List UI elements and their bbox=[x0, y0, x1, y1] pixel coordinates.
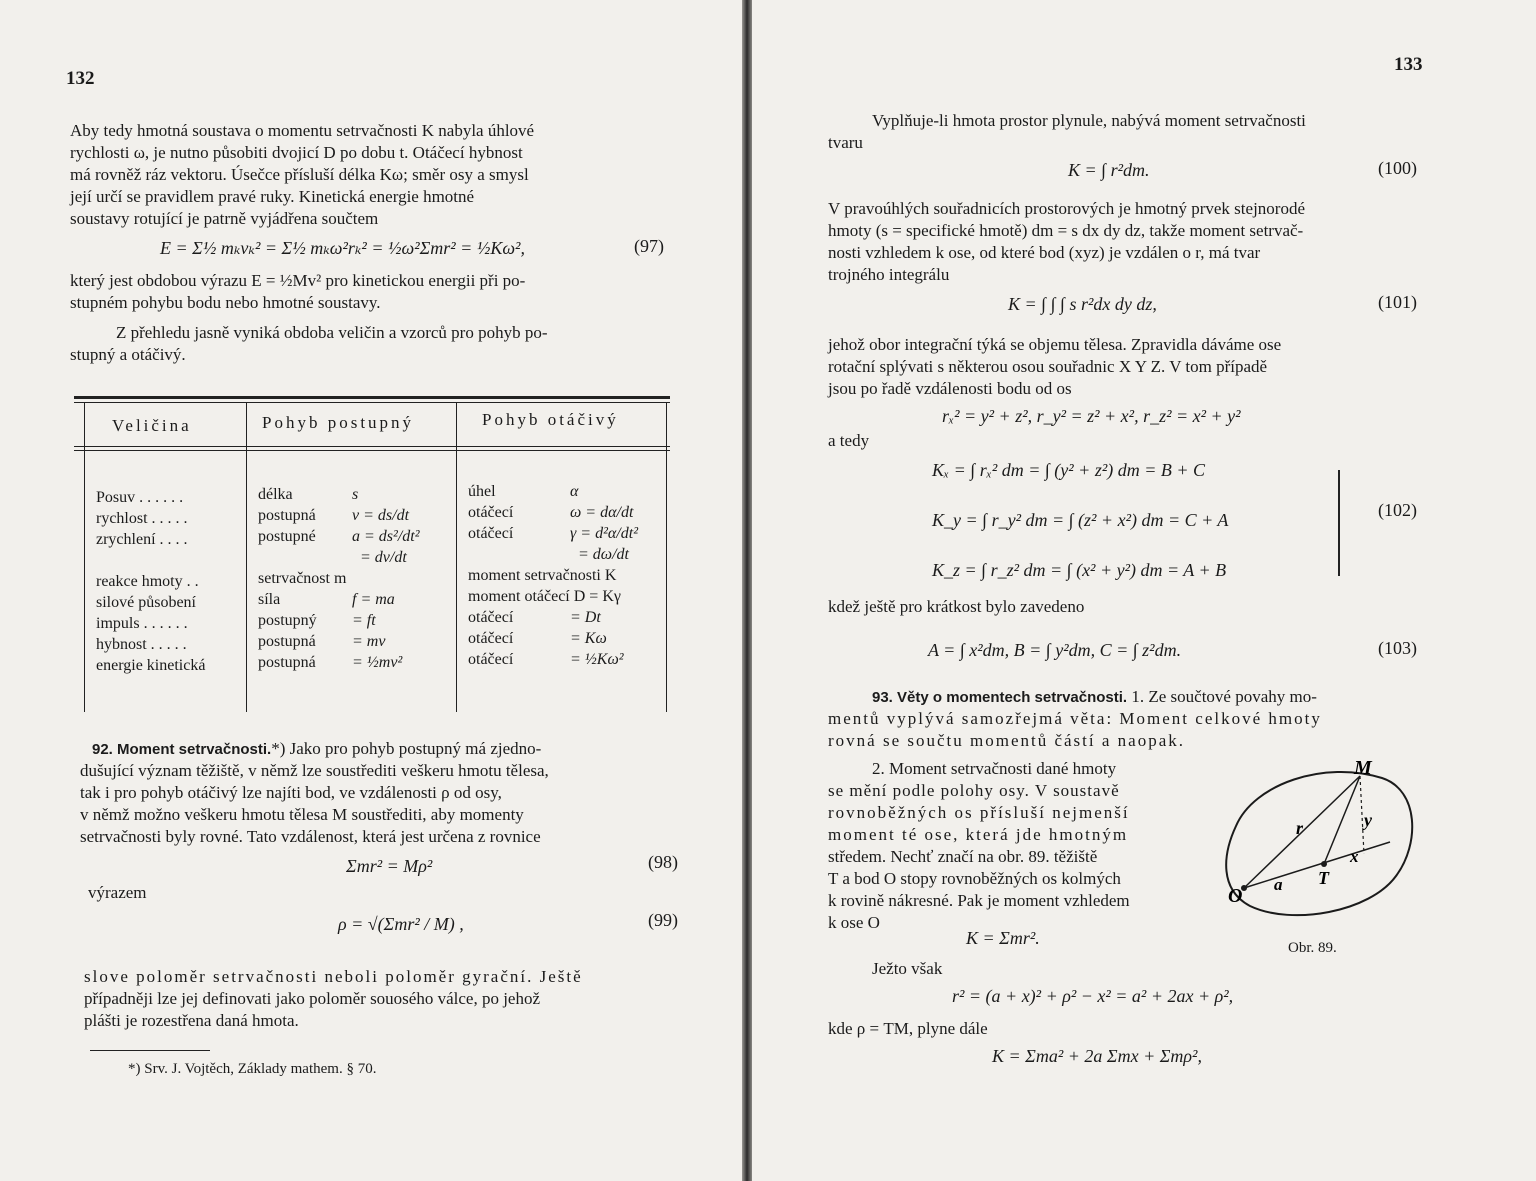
figure-label: M bbox=[1354, 757, 1372, 779]
equation-98-number: (98) bbox=[648, 852, 678, 872]
equation-distances: rₓ² = y² + z², r_y² = z² + x², r_z² = x² + y² bbox=[942, 406, 1241, 426]
brace bbox=[1338, 470, 1340, 576]
text-line: rovnoběžných os přísluší nejmenší bbox=[828, 803, 1130, 822]
page-number-right: 133 bbox=[1394, 54, 1423, 75]
equation-100-number: (100) bbox=[1378, 158, 1417, 178]
text-line: tvaru bbox=[828, 133, 863, 152]
text-line: slove poloměr setrvačnosti neboli poloměr gyrační. Ještě bbox=[84, 967, 583, 986]
figure-caption: Obr. 89. bbox=[1288, 940, 1337, 956]
figure-label: x bbox=[1350, 847, 1359, 866]
text-line: kde ρ = TM, plyne dále bbox=[828, 1019, 988, 1038]
text-line: tak i pro pohyb otáčivý lze najíti bod, ve vzdálenosti ρ od osy, bbox=[80, 783, 502, 802]
text-line: k rovině nákresné. Pak je moment vzhledem bbox=[828, 891, 1130, 910]
right-page bbox=[752, 0, 1536, 1181]
figure-label: r bbox=[1296, 818, 1304, 838]
equation-102-number: (102) bbox=[1378, 500, 1417, 520]
section-92-text: *) Jako pro pohyb postupný má zjedno- bbox=[271, 739, 542, 758]
text-line: Vyplňuje-li hmota prostor plynule, nabývá moment setrvačnosti bbox=[872, 111, 1306, 130]
left-page bbox=[0, 0, 742, 1181]
equation-K: K = Σmr². bbox=[966, 928, 1040, 948]
text-line: jsou po řadě vzdálenosti bodu od os bbox=[828, 379, 1072, 398]
text-line: dušující význam těžiště, v němž lze soustřediti veškeru hmotu tělesa, bbox=[80, 761, 549, 780]
text-line: nosti vzhledem k ose, od které bod (xyz) je vzdálen o r, má tvar bbox=[828, 243, 1261, 262]
text-line: mentů vyplývá samozřejmá věta: Moment celkové hmoty bbox=[828, 709, 1322, 728]
intro-line: Aby tedy hmotná soustava o momentu setrvačnosti K nabyla úhlové bbox=[70, 121, 535, 140]
figure-label: O bbox=[1228, 885, 1243, 907]
text-line: Z přehledu jasně vyniká obdoba veličin a vzorců pro pohyb po- bbox=[116, 323, 548, 342]
figure-label: y bbox=[1364, 810, 1372, 830]
text-line: případněji lze jej definovati jako poloměr souosého válce, po jehož bbox=[84, 989, 541, 1008]
intro-line: rychlosti ω, je nutno působiti dvojicí D po dobu t. Otáčecí hybnost bbox=[70, 143, 523, 162]
equation-102-b: K_y = ∫ r_y² dm = ∫ (z² + x²) dm = C + A bbox=[932, 510, 1229, 530]
equation-102-c: K_z = ∫ r_z² dm = ∫ (x² + y²) dm = A + B bbox=[932, 560, 1227, 580]
text-line: hmoty (s = specifické hmotě) dm = s dx dy dz, takže moment setrvač- bbox=[828, 221, 1304, 240]
point-T bbox=[1321, 861, 1327, 867]
table-column-rotation-name: úhel otáčecí otáčecí moment setrvačnosti K moment otáčecí D = Kγ otáčecí otáčecí otáčecí bbox=[468, 483, 621, 668]
axis-line bbox=[1244, 842, 1390, 888]
text-line: kdež ještě pro krátkost bylo zavedeno bbox=[828, 597, 1085, 616]
section-92-heading bbox=[92, 738, 541, 761]
equation-98: Σmr² = Mρ² bbox=[346, 856, 433, 876]
text-line: stupný a otáčivý. bbox=[70, 345, 186, 364]
text-line: setrvačnosti byly rovné. Tato vzdálenost, která jest určena z rovnice bbox=[80, 827, 541, 846]
figure-label: T bbox=[1318, 868, 1329, 888]
intro-line: její určí se pravidlem pravé ruky. Kinetická energie hmotné bbox=[70, 187, 475, 206]
text-line: plášti je rozestřena daná hmota. bbox=[84, 1011, 299, 1030]
figure-label: a bbox=[1274, 875, 1283, 894]
table-header: Pohyb otáčivý bbox=[482, 410, 619, 429]
text-line: který jest obdobou výrazu E = ½Mv² pro kinetickou energii při po- bbox=[70, 271, 526, 290]
text-line: v němž možno veškeru hmotu tělesa M soustřediti, aby momenty bbox=[80, 805, 524, 824]
book-gutter bbox=[742, 0, 752, 1181]
table-header: Pohyb postupný bbox=[262, 413, 415, 432]
equation-102-a: Kₓ = ∫ rₓ² dm = ∫ (y² + z²) dm = B + C bbox=[932, 460, 1206, 480]
text-line: rotační splývati s některou osou souřadnic X Y Z. V tom případě bbox=[828, 357, 1268, 376]
intro-line: soustavy rotující je patrně vyjádřena součtem bbox=[70, 209, 379, 228]
text-line: a tedy bbox=[828, 431, 870, 450]
intro-line: má rovněž ráz vektoru. Úsečce přísluší délka Kω; směr osy a smysl bbox=[70, 165, 529, 184]
text-line: se mění podle polohy osy. V soustavě bbox=[828, 781, 1120, 800]
text-line: trojného integrálu bbox=[828, 265, 950, 284]
text-line: V pravoúhlých souřadnicích prostorových je hmotný prvek stejnorodé bbox=[828, 199, 1305, 218]
text-line: středem. Nechť značí na obr. 89. těžiště bbox=[828, 847, 1098, 866]
equation-99-number: (99) bbox=[648, 910, 678, 930]
equation-97: E = Σ½ mₖvₖ² = Σ½ mₖω²rₖ² = ½ω²Σmr² = ½Kω², bbox=[160, 238, 525, 258]
text-line: Ježto však bbox=[872, 959, 943, 978]
text-line: jehož obor integrační týká se objemu tělesa. Zpravidla dáváme ose bbox=[828, 335, 1282, 354]
table-header: Veličina bbox=[112, 416, 192, 435]
text-line: stupném pohybu bodu nebo hmotné soustavy. bbox=[70, 293, 381, 312]
section-93-text: 1. Ze součtové povahy mo- bbox=[1127, 687, 1317, 706]
figure-89 bbox=[1214, 756, 1424, 936]
footnote: *) Srv. J. Vojtěch, Základy mathem. § 70. bbox=[128, 1061, 377, 1077]
section-93-title: 93. Věty o momentech setrvačnosti. bbox=[872, 689, 1128, 706]
table-column-rotation-formula: α ω = dα/dt γ = d²α/dt² = dω/dt = Dt = Kω = ½Kω² bbox=[570, 483, 638, 668]
text-line: výrazem bbox=[88, 883, 147, 902]
table-column-translation-formula: s v = ds/dt a = ds²/dt² = dv/dt f = ma = ft = mv = ½mv² bbox=[352, 486, 420, 671]
text-line: 2. Moment setrvačnosti dané hmoty bbox=[872, 759, 1117, 778]
table-column-translation-name: délka postupná postupné setrvačnost m síla postupný postupná postupná bbox=[258, 486, 347, 671]
table-column-quantity: Posuv . . . . . . rychlost . . . . . zrychlení . . . . reakce hmoty . . silové působení impuls . . . . . . hybnost . . . . . energie kinetická bbox=[96, 489, 206, 674]
section-92-title: 92. Moment setrvačnosti. bbox=[92, 741, 272, 758]
equation-101-number: (101) bbox=[1378, 292, 1417, 312]
equation-103-number: (103) bbox=[1378, 638, 1417, 658]
section-93-heading bbox=[872, 686, 1317, 709]
equation-97-number: (97) bbox=[634, 236, 664, 256]
text-line: k ose O bbox=[828, 913, 880, 932]
equation-r-squared: r² = (a + x)² + ρ² − x² = a² + 2ax + ρ², bbox=[952, 986, 1234, 1006]
equation-100: K = ∫ r²dm. bbox=[1068, 160, 1150, 180]
text-line: rovná se součtu momentů částí a naopak. bbox=[828, 731, 1186, 750]
equation-103: A = ∫ x²dm, B = ∫ y²dm, C = ∫ z²dm. bbox=[928, 640, 1182, 660]
equation-final: K = Σma² + 2a Σmx + Σmρ², bbox=[992, 1046, 1202, 1066]
equation-99: ρ = √(Σmr² / M) , bbox=[338, 914, 464, 934]
text-line: moment té ose, která jde hmotným bbox=[828, 825, 1129, 844]
equation-101: K = ∫ ∫ ∫ s r²dx dy dz, bbox=[1008, 294, 1157, 314]
page-number-left: 132 bbox=[66, 68, 95, 89]
text-line: T a bod O stopy rovnoběžných os kolmých bbox=[828, 869, 1121, 888]
